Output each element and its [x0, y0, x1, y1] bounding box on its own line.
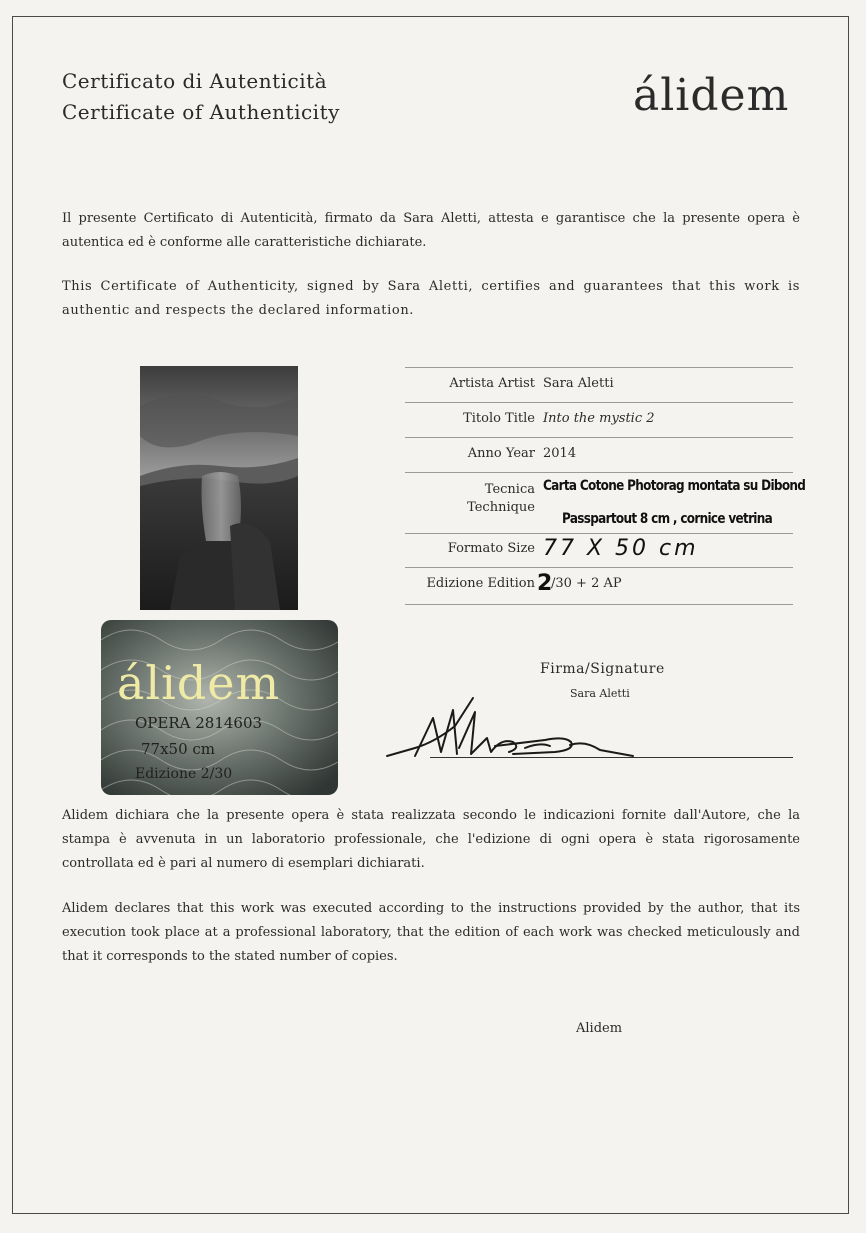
- artist-value: Sara Aletti: [543, 376, 614, 391]
- hologram-brand: álidem: [117, 656, 281, 710]
- declaration-italian: Alidem dichiara che la presente opera è stata realizzata secondo le indicazioni fornite dall'Autore, che la stampa è avvenuta in un laboratorio professionale, che l'edizione di ogni opera è stata rigorosamente controllata ed è pari al numero di esemplari dichiarati.: [62, 808, 800, 871]
- declaration-english: Alidem declares that this work was executed according to the instructions provided by the author, that its execution took place at a professional laboratory, that the edition of each work was checked meticulously and that it corresponds to the stated number of copies.: [62, 901, 800, 964]
- title-english: Certificate of Authenticity: [62, 100, 340, 124]
- hologram-edition: Edizione 2/30: [135, 766, 233, 782]
- title-value: Into the mystic 2: [543, 411, 655, 426]
- row-year: [405, 437, 793, 472]
- hologram-seal: [101, 620, 338, 795]
- intro-italian: Il presente Certificato di Autenticità, firmato da Sara Aletti, attesta e garantisce che la presente opera è autentica ed è conforme alle caratteristiche dichiarate.: [62, 211, 800, 250]
- technique-label-en: Technique: [467, 500, 535, 515]
- certificate-border: [12, 16, 849, 1214]
- row-artist: [405, 367, 793, 402]
- edition-number: 2: [537, 571, 553, 596]
- handwritten-signature: [375, 690, 635, 770]
- row-size: [405, 533, 793, 567]
- alidem-logo: álidem: [633, 70, 790, 121]
- closing-signoff: Alidem: [576, 1021, 623, 1036]
- signature-name: Sara Aletti: [570, 687, 630, 700]
- technique-line-1: Carta Cotone Photorag montata su Dibond: [543, 478, 806, 494]
- artist-label: Artista Artist: [449, 376, 535, 391]
- hologram-size: 77x50 cm: [141, 740, 216, 758]
- technique-line-2: Passpartout 8 cm , cornice vetrina: [562, 511, 773, 527]
- row-title: [405, 402, 793, 437]
- edition-total: /30 + 2 AP: [551, 576, 622, 591]
- technique-label-it: Tecnica: [484, 482, 535, 497]
- year-label: Anno Year: [467, 446, 535, 461]
- size-label: Formato Size: [447, 541, 535, 556]
- edition-label: Edizione Edition: [426, 576, 535, 591]
- signature-label: Firma/Signature: [540, 661, 665, 677]
- row-edition: [405, 567, 793, 605]
- details-table: [405, 367, 806, 605]
- row-technique: [405, 472, 806, 533]
- artwork-photo: [140, 366, 298, 610]
- hologram-opera: OPERA 2814603: [135, 714, 263, 732]
- year-value: 2014: [543, 446, 577, 461]
- size-value: 77 X 50 cm: [543, 536, 699, 561]
- title-italian: Certificato di Autenticità: [62, 69, 328, 93]
- title-label: Titolo Title: [463, 411, 535, 426]
- intro-english: This Certificate of Authenticity, signed by Sara Aletti, certifies and guarantees that this work is authentic and respects the declared information.: [62, 279, 800, 318]
